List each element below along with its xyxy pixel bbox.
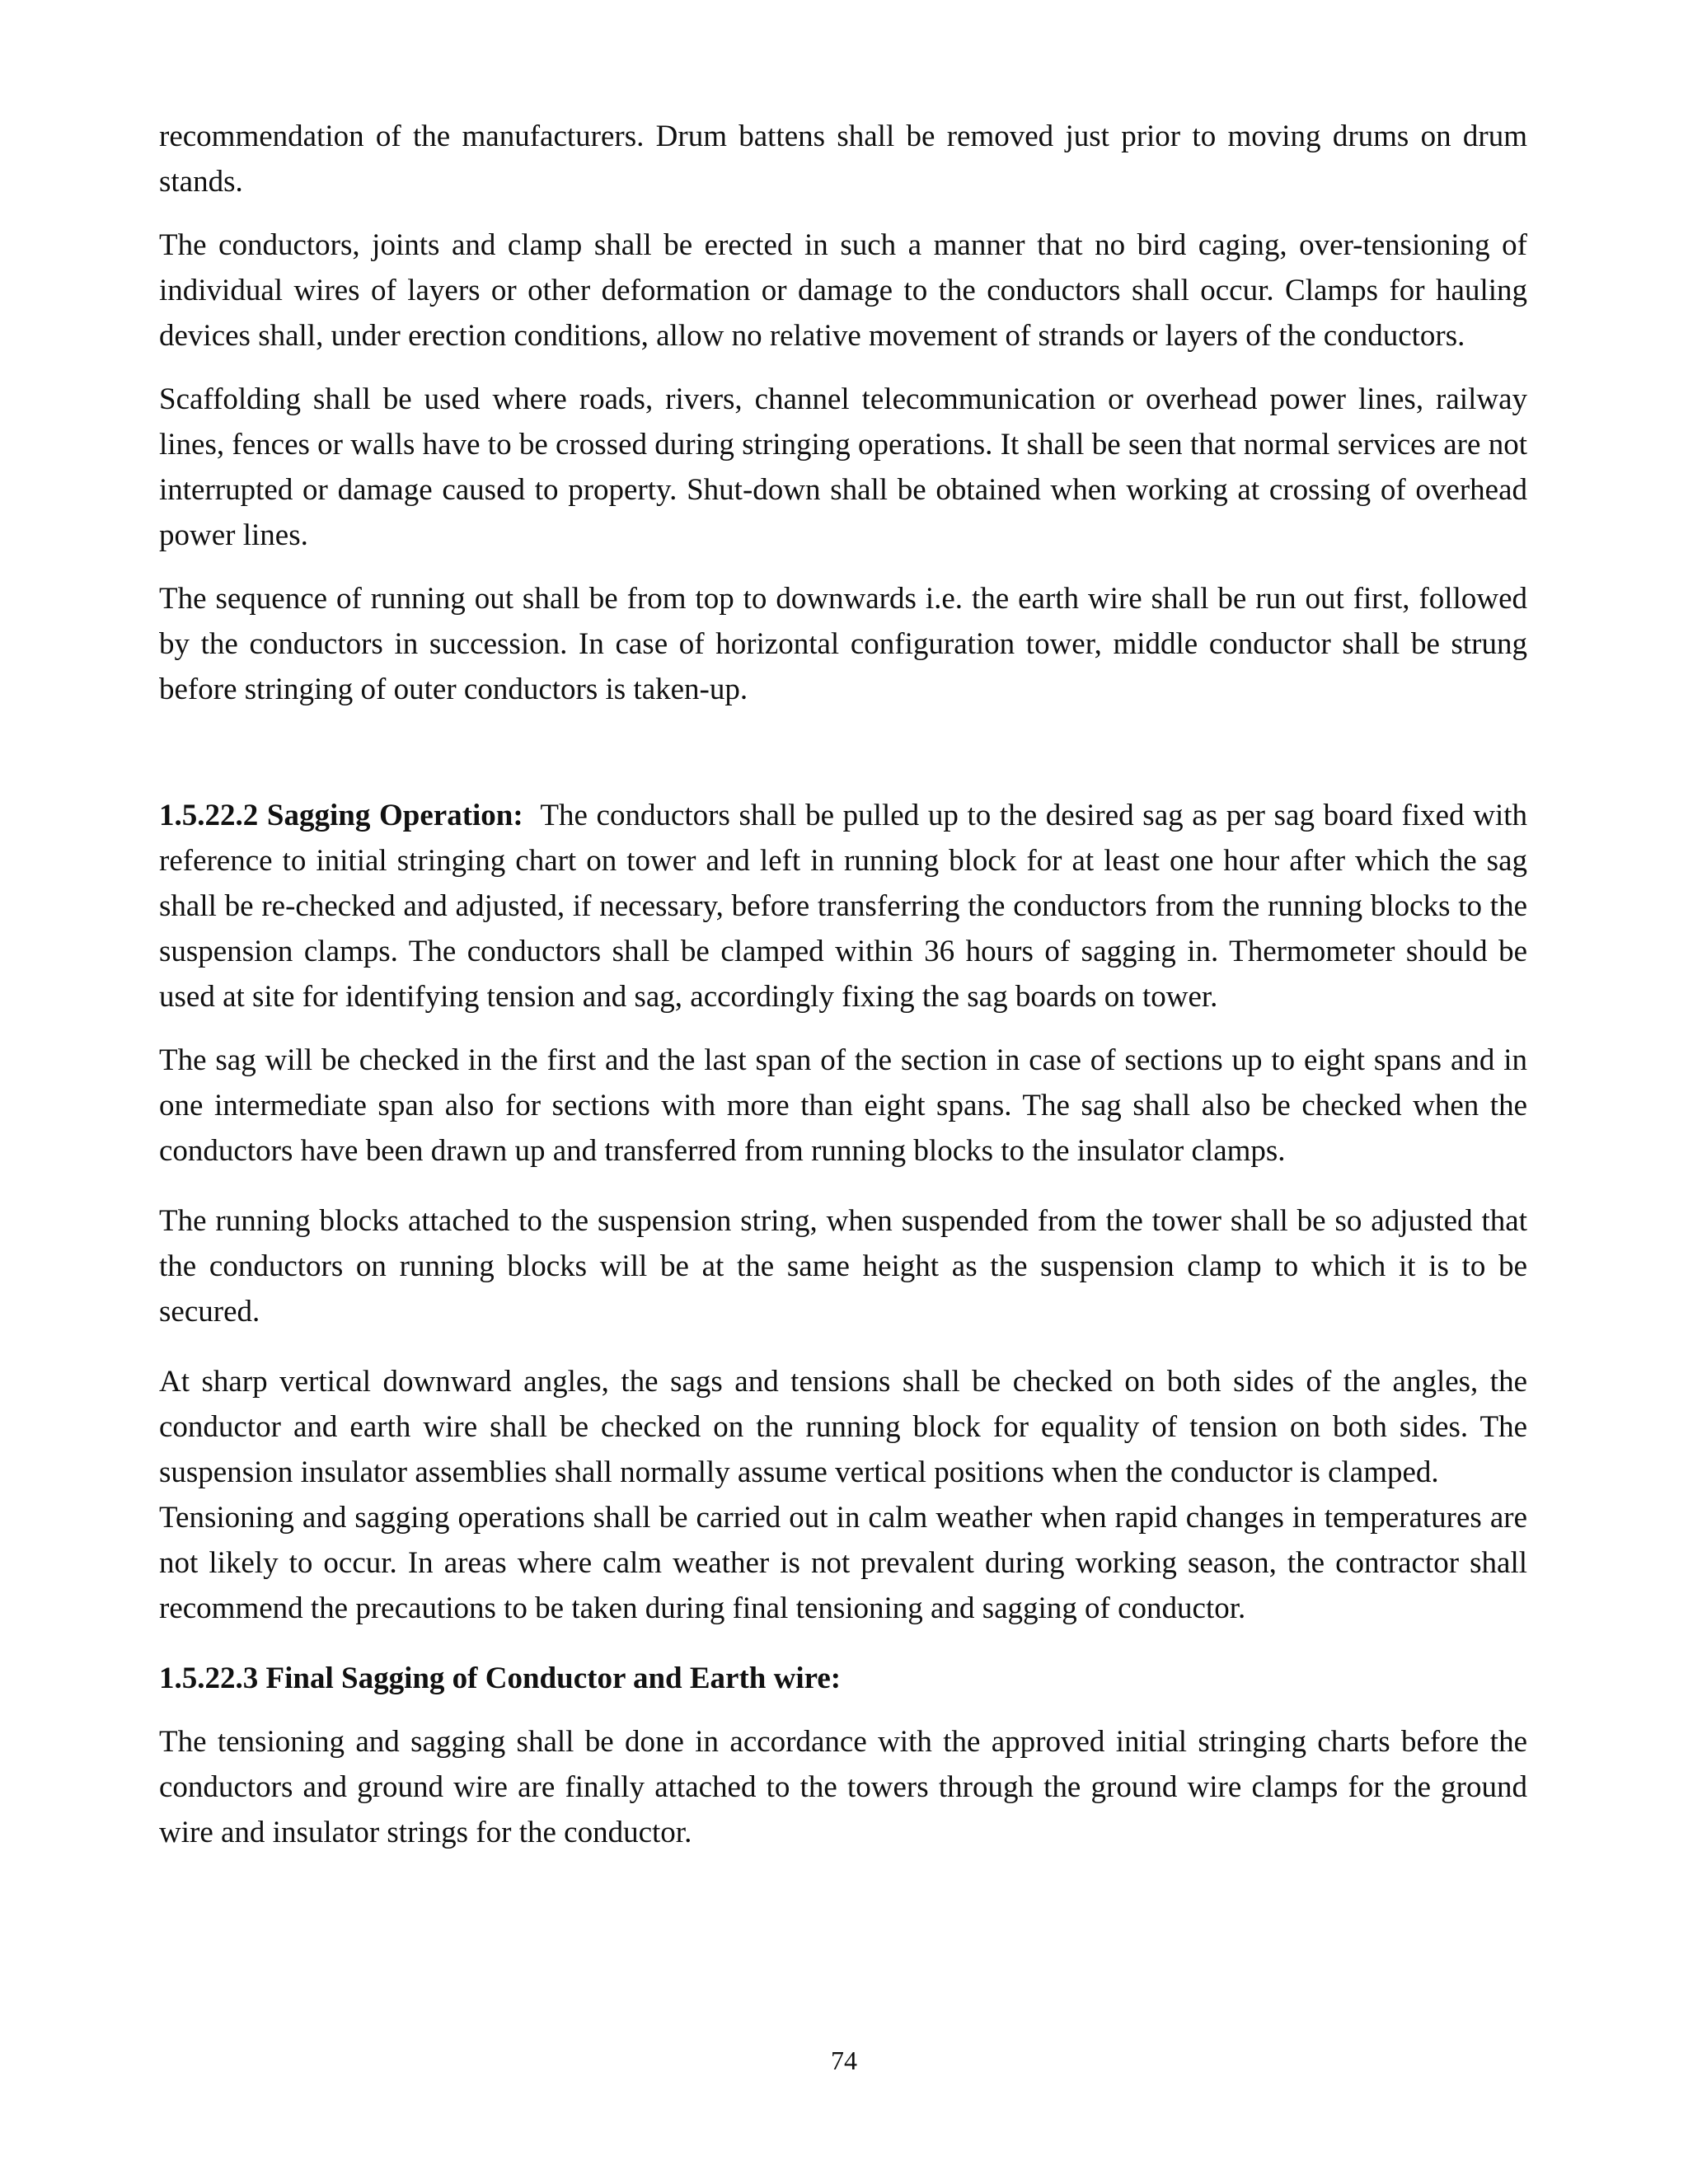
paragraph-calm-weather: Tensioning and sagging operations shall be carried out in calm weather when rapid changes in temperatures are not likely to occur. In areas where calm weather is not prevalent during working season, the contractor shall recommend the precautions to be taken during final tensioning and sagging of conductor.: [159, 1501, 1527, 1625]
page-number: 74: [831, 2046, 857, 2075]
paragraph-sag-check: The sag will be checked in the first and the last span of the section in case of sections up to eight spans and in one intermediate span also for sections with more than eight spans. The sag shall also be checked when the conductors have been drawn up and transferred from running blocks to the insulator clamps.: [159, 1043, 1527, 1168]
paragraph-final-sagging: The tensioning and sagging shall be done in accordance with the approved initial stringing charts before the conductors and ground wire are finally attached to the towers through the ground wire clamps for the ground wire and insulator strings for the conductor.: [159, 1725, 1527, 1849]
paragraph-conductor-erection: The conductors, joints and clamp shall be erected in such a manner that no bird caging, over-tensioning of individual wires of layers or other deformation or damage to the conductors shall occur. Clamps for hauling devices shall, under erection conditions, allow no relative movement of strands or layers of the conductors.: [159, 228, 1527, 353]
section-intro-sagging-operation: The conductors shall be pulled up to the desired sag as per sag board fixed with reference to initial stringing chart on tower and left in running block for at least one hour after which the sag shall be re-checked and adjusted, if necessary, before transferring the conductors from the running blocks to the suspension clamps. The conductors shall be clamped within 36 hours of sagging in. Thermometer should be used at site for identifying tension and sag, accordingly fixing the sag boards on tower.: [159, 799, 1528, 1014]
paragraph-vertical-angles: At sharp vertical downward angles, the sags and tensions shall be checked on both sides of the angles, the conductor and earth wire shall be checked on the running block for equality of tension on both sides. The suspension insulator assemblies shall normally assume vertical positions when the conductor is clamped.: [159, 1365, 1527, 1489]
paragraph-running-sequence: The sequence of running out shall be from top to downwards i.e. the earth wire shall be run out first, followed by the conductors in succession. In case of horizontal configuration tower, middle conductor shall be strung before stringing of outer conductors is taken-up.: [159, 582, 1527, 706]
paragraph-drum-battens: recommendation of the manufacturers. Drum battens shall be removed just prior to moving drums on drum stands.: [159, 120, 1527, 199]
section-heading-sagging-operation: 1.5.22.2 Sagging Operation:: [159, 799, 523, 832]
paragraph-scaffolding: Scaffolding shall be used where roads, rivers, channel telecommunication or overhead power lines, railway lines, fences or walls have to be crossed during stringing operations. It shall be seen that normal services are not interrupted or damage caused to property. Shut-down shall be obtained when working at crossing of overhead power lines.: [159, 382, 1527, 552]
section-heading-final-sagging: 1.5.22.3 Final Sagging of Conductor and Earth wire:: [159, 1661, 842, 1695]
paragraph-running-blocks: The running blocks attached to the suspension string, when suspended from the tower shall be so adjusted that the conductors on running blocks will be at the same height as the suspension clamp to which it is to be secured.: [159, 1204, 1527, 1329]
section-sagging-operation: [159, 793, 1527, 1019]
document-page: [159, 114, 1527, 1855]
